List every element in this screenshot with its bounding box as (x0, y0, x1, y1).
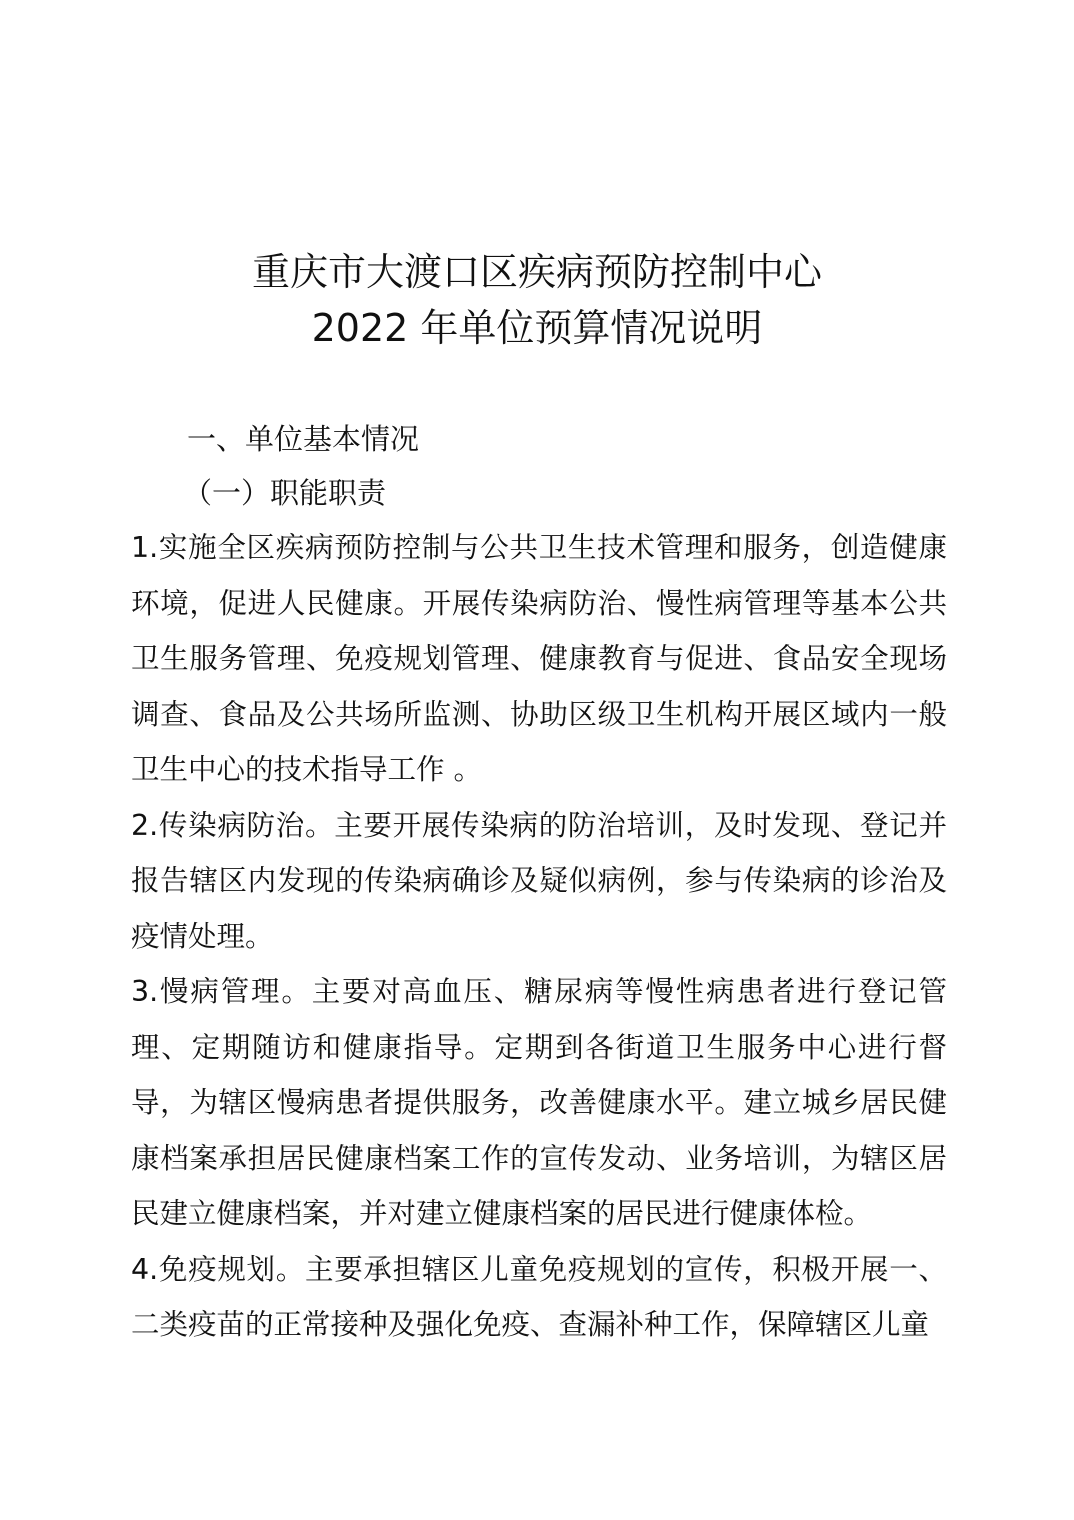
paragraph-4: 4.免疫规划。主要承担辖区儿童免疫规划的宣传，积极开展一、二类疫苗的正常接种及强化免疫、查漏补种工作，保障辖区儿童 (131, 1252, 947, 1341)
paragraph-3: 3.慢病管理。主要对高血压、糖尿病等慢性病患者进行登记管理、定期随访和健康指导。定期到各街道卫生服务中心进行督导，为辖区慢病患者提供服务，改善健康水平。建立城乡居民健康档案承担居民健康档案工作的宣传发动、业务培训，为辖区居民建立健康档案，并对建立健康档案的居民进行健康体检。 (131, 975, 947, 1230)
document-title (0, 244, 1074, 356)
document-body (131, 412, 947, 1353)
subsection-heading: （一）职能职责 (183, 476, 387, 510)
title-line-1: 重庆市大渡口区疾病预防控制中心 (251, 250, 822, 294)
title-line-2: 2022 年单位预算情况说明 (311, 306, 763, 350)
section-heading: 一、单位基本情况 (187, 422, 420, 456)
paragraph-1: 1.实施全区疾病预防控制与公共卫生技术管理和服务，创造健康环境，促进人民健康。开展传染病防治、慢性病管理等基本公共卫生服务管理、免疫规划管理、健康教育与促进、食品安全现场调查、食品及公共场所监测、协助区级卫生机构开展区域内一般卫生中心的技术指导工作 。 (131, 531, 947, 786)
paragraph-2: 2.传染病防治。主要开展传染病的防治培训，及时发现、登记并报告辖区内发现的传染病确诊及疑似病例，参与传染病的诊治及疫情处理。 (131, 808, 947, 953)
